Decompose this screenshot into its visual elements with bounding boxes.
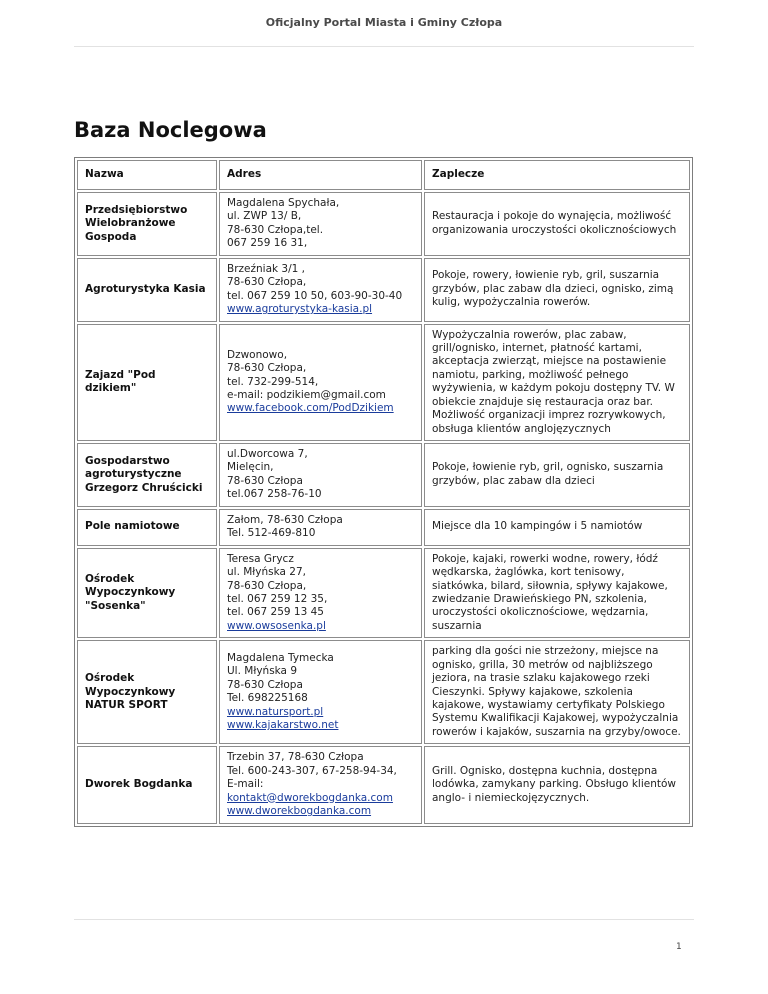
lodging-address (219, 443, 422, 507)
lodging-name: Ośrodek Wypoczynkowy "Sosenka" (77, 548, 217, 639)
lodging-facilities: Miejsce dla 10 kampingów i 5 namiotów (424, 509, 690, 546)
lodging-name: Zajazd "Pod dzikiem" (77, 324, 217, 442)
page-footer (74, 919, 694, 920)
table-row (77, 548, 690, 639)
address-link[interactable]: www.agroturystyka-kasia.pl (227, 303, 373, 316)
lodging-address (219, 509, 422, 546)
lodging-facilities: Pokoje, łowienie ryb, gril, ognisko, suszarnia grzybów, plac zabaw dla dzieci (424, 443, 690, 507)
lodging-name: Agroturystyka Kasia (77, 258, 217, 322)
lodging-name: Pole namiotowe (77, 509, 217, 546)
lodging-facilities: Pokoje, rowery, łowienie ryb, gril, suszarnia grzybów, plac zabaw dla dzieci, ognisko, zimą kulig, wypożyczalnia rowerów. (424, 258, 690, 322)
address-link[interactable]: kontakt@dworekbogdanka.com (227, 791, 393, 804)
table-header-row (77, 160, 690, 190)
lodging-address (219, 258, 422, 322)
table-row (77, 258, 690, 322)
address-line: Trzebin 37, 78-630 Człopa (227, 751, 364, 764)
column-header-facilities: Zaplecze (424, 160, 690, 190)
address-line: tel. 067 259 12 35, (227, 592, 328, 605)
lodging-table (74, 157, 693, 827)
address-line: Magdalena Tymecka (227, 651, 334, 664)
address-line: Tel. 600-243-307, 67-258-94-34, (227, 764, 397, 777)
address-line: tel.067 258-76-10 (227, 488, 322, 501)
address-line: Magdalena Spychała, (227, 197, 340, 209)
address-link[interactable]: www.owsosenka.pl (227, 619, 326, 632)
address-line: tel. 067 259 10 50, 603-90-30-40 (227, 289, 403, 302)
lodging-address (219, 548, 422, 639)
address-line: 067 259 16 31, (227, 237, 308, 250)
lodging-facilities: Pokoje, kajaki, rowerki wodne, rowery, łódź wędkarska, żaglówka, kort tenisowy, siatkówka, bilard, siłownia, spływy kajakowe, zwiedzanie Drawieńskiego PN, szkolenia, uroczystości okolicznościowe, wędzarnia, suszarnia (424, 548, 690, 639)
site-title: Oficjalny Portal Miasta i Gminy Człopa (265, 16, 503, 29)
address-line: ul. ZWP 13/ B, (227, 210, 302, 223)
lodging-facilities: Grill. Ognisko, dostępna kuchnia, dostępna lodówka, zamykany parking. Obsługo klientów anglo- i niemieckojęzycznych. (424, 746, 690, 823)
page-title: Baza Noclegowa (74, 118, 267, 142)
address-line: 78-630 Człopa (227, 474, 303, 487)
address-line: tel. 732-299-514, (227, 375, 319, 388)
address-line: 78-630 Człopa, (227, 362, 307, 375)
lodging-name: Ośrodek Wypoczynkowy NATUR SPORT (77, 640, 217, 744)
address-line: Tel. 698225168 (227, 692, 308, 705)
address-line: Załom, 78-630 Człopa (227, 513, 343, 526)
address-line: Mielęcin, (227, 461, 274, 474)
address-line: Dzwonowo, (227, 348, 288, 361)
address-line: 78-630 Człopa, (227, 579, 307, 592)
lodging-name: Gospodarstwo agroturystyczne Grzegorz Chruścicki (77, 443, 217, 507)
table-row (77, 746, 690, 823)
page-header (74, 0, 694, 47)
page-number: 1 (676, 942, 682, 952)
address-line: Teresa Grycz (227, 552, 294, 565)
address-line: tel. 067 259 13 45 (227, 606, 324, 619)
table-body (77, 192, 690, 824)
address-link[interactable]: www.natursport.pl (227, 705, 324, 718)
address-line: Tel. 512-469-810 (227, 527, 316, 540)
table-row (77, 443, 690, 507)
address-line: 78-630 Człopa, (227, 276, 307, 289)
address-line: ul. Młyńska 27, (227, 566, 306, 579)
column-header-address: Adres (219, 160, 422, 190)
address-line: 78-630 Człopa,tel. (227, 223, 324, 236)
lodging-facilities: parking dla gości nie strzeżony, miejsce na ognisko, grilla, 30 metrów od najbliższego jeziora, na trasie szlaku kajakowego rzeki Cieszynki. Spływy kajakowe, szkolenia kajakowe, wystawiamy certyfikaty Polskiego Systemu Kwalifikacji Kajakowej, wypożyczalnia rowerów i kajaków, suszarnia na grzyby/owoce. (424, 640, 690, 744)
table-row (77, 192, 690, 256)
address-link[interactable]: www.kajakarstwo.net (227, 719, 339, 732)
address-link[interactable]: www.facebook.com/PodDzikiem (227, 402, 394, 415)
lodging-name: Przedsiębiorstwo Wielobranżowe Gospoda (77, 192, 217, 256)
lodging-address (219, 640, 422, 744)
lodging-facilities: Restauracja i pokoje do wynajęcia, możliwość organizowania uroczystości okolicznościowych (424, 192, 690, 256)
table-row (77, 324, 690, 442)
lodging-address (219, 324, 422, 442)
table-row (77, 509, 690, 546)
address-line: 78-630 Człopa (227, 678, 303, 691)
address-link[interactable]: www.dworekbogdanka.com (227, 805, 372, 818)
address-line: e-mail: podzikiem@gmail.com (227, 388, 386, 401)
address-line: Ul. Młyńska 9 (227, 665, 298, 678)
address-line: E-mail: (227, 778, 264, 791)
lodging-facilities: Wypożyczalnia rowerów, plac zabaw, grill/ognisko, internet, płatność kartami, akceptacja zwierząt, miejsce na postawienie namiotu, parking, możliwość pełnego wyżywienia, w każdym pokoju dostępny TV. W obiekcie znajduje się restauracja oraz bar. Możliwość organizacji imprez rozrywkowych, obsługa klientów anglojęzycznych (424, 324, 690, 442)
column-header-name: Nazwa (77, 160, 217, 190)
table-row (77, 640, 690, 744)
lodging-name: Dworek Bogdanka (77, 746, 217, 823)
lodging-address (219, 746, 422, 823)
address-line: Brzeźniak 3/1 , (227, 262, 306, 275)
address-line: ul.Dworcowa 7, (227, 448, 308, 460)
lodging-address (219, 192, 422, 256)
